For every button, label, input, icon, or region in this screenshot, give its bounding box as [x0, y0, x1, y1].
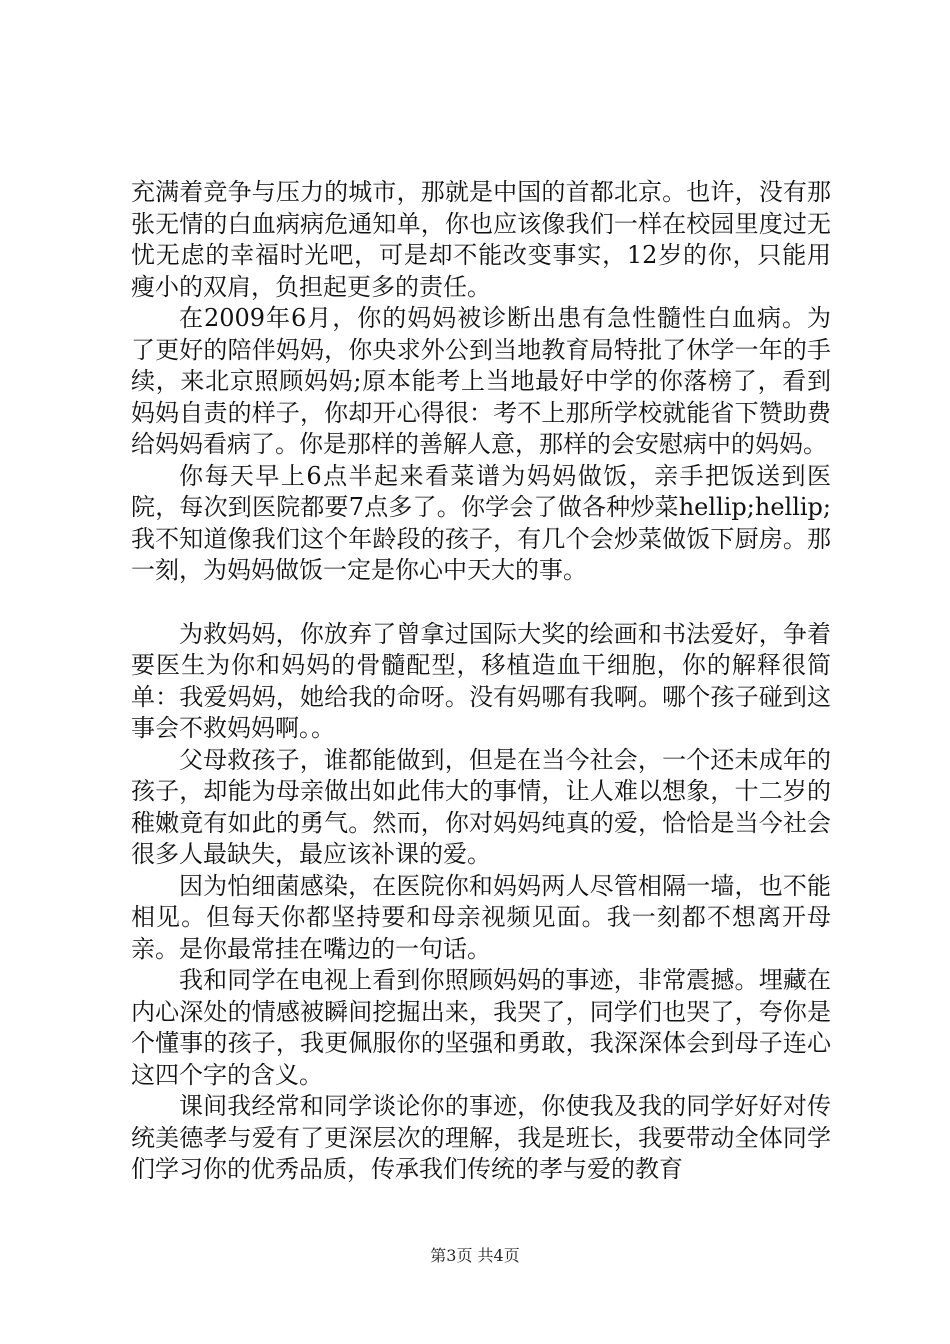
document-body	[131, 177, 831, 1186]
paragraph-1: 充满着竞争与压力的城市，那就是中国的首都北京。也许，没有那张无情的白血病病危通知单，你也应该像我们一样在校园里度过无忧无虑的幸福时光吧，可是却不能改变事实，12岁的你，只能用瘦小的双肩，负担起更多的责任。	[131, 178, 831, 301]
paragraph-4: 为救妈妈，你放弃了曾拿过国际大奖的绘画和书法爱好，争着要医生为你和妈妈的骨髓配型，移植造血干细胞，你的解释很简单：我爱妈妈，她给我的命呀。没有妈哪有我啊。哪个孩子碰到这事会不救妈妈啊。。	[131, 619, 831, 742]
paragraph-8: 课间我经常和同学谈论你的事迹，你使我及我的同学好好对传统美德孝与爱有了更深层次的理解，我是班长，我要带动全体同学们学习你的优秀品质，传承我们传统的孝与爱的教育	[131, 1092, 831, 1183]
paragraph-6: 因为怕细菌感染，在医院你和妈妈两人尽管相隔一墙，也不能相见。但每天你都坚持要和母亲视频见面。我一刻都不想离开母亲。是你最常挂在嘴边的一句话。	[131, 871, 831, 963]
paragraph-3: 你每天早上6点半起来看菜谱为妈妈做饭，亲手把饭送到医院，每次到医院都要7点多了。你学会了做各种炒菜hellip;hellip;我不知道像我们这个年龄段的孩子，有几个会炒菜做饭下厨房。那一刻，为妈妈做饭一定是你心中天大的事。	[131, 461, 831, 584]
page-footer: 第3页 共4页	[430, 1246, 520, 1265]
paragraph-2: 在2009年6月，你的妈妈被诊断出患有急性髓性白血病。为了更好的陪伴妈妈，你央求外公到当地教育局特批了休学一年的手续，来北京照顾妈妈;原本能考上当地最好中学的你落榜了，看到妈妈自责的样子，你却开心得很：考不上那所学校就能省下赞助费给妈妈看病了。你是那样的善解人意，那样的会安慰病中的妈妈。	[131, 304, 831, 458]
paragraph-5: 父母救孩子，谁都能做到，但是在当今社会，一个还未成年的孩子，却能为母亲做出如此伟大的事情，让人难以想象，十二岁的稚嫩竟有如此的勇气。然而，你对妈妈纯真的爱，恰恰是当今社会很多人最缺失，最应该补课的爱。	[131, 745, 831, 868]
paragraph-7: 我和同学在电视上看到你照顾妈妈的事迹，非常震撼。埋藏在内心深处的情感被瞬间挖掘出来，我哭了，同学们也哭了，夸你是个懂事的孩子，我更佩服你的坚强和勇敢，我深深体会到母子连心这四个字的含义。	[131, 966, 831, 1089]
